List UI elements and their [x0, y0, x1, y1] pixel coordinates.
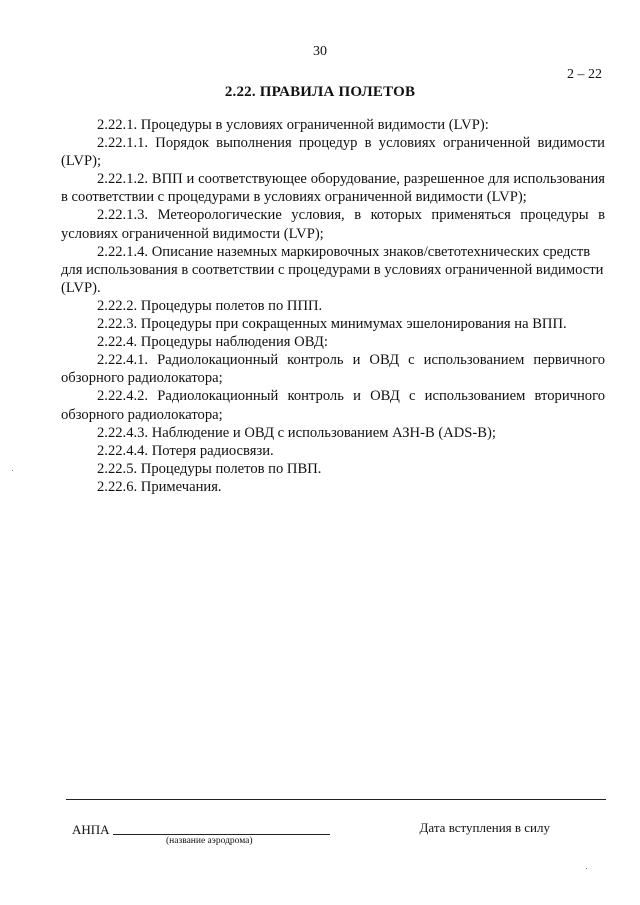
scan-speck: [12, 470, 13, 471]
footer-label: АНПА: [72, 822, 110, 837]
aerodrome-name-caption: (название аэродрома): [166, 836, 253, 846]
list-item: 2.22.1.2. ВПП и соответствующее оборудование, разрешенное для использования в соответствии с процедурами в условиях ограниченной видимости (LVP);: [61, 171, 605, 206]
list-item: 2.22.1.4. Описание наземных маркировочных знаков/светотехнических средств для использования в соответствии с процедурами в условиях ограниченной видимости (LVP).: [61, 243, 604, 296]
content-list: [61, 116, 605, 496]
list-item: 2.22.4.4. Потеря радиосвязи.: [97, 442, 274, 459]
scan-speck: [586, 868, 587, 869]
section-title: 2.22. ПРАВИЛА ПОЛЕТОВ: [224, 84, 416, 100]
list-item: 2.22.1.3. Метеорологические условия, в которых применяться процедуры в условиях ограниченной видимости (LVP);: [61, 207, 605, 242]
list-item: 2.22.1.1. Порядок выполнения процедур в условиях ограниченной видимости (LVP);: [61, 135, 605, 170]
list-item: 2.22.6. Примечания.: [97, 478, 222, 495]
list-item: 2.22.2. Процедуры полетов по ППП.: [97, 297, 323, 314]
section-code: 2 – 22: [567, 67, 602, 82]
aerodrome-name-line: [113, 834, 330, 835]
list-item: 2.22.4.2. Радиолокационный контроль и ОВД с использованием вторичного обзорного радиолокатора;: [61, 388, 605, 423]
list-item: 2.22.4.3. Наблюдение и ОВД с использованием АЗН-В (ADS-B);: [97, 424, 496, 441]
list-item: 2.22.1. Процедуры в условиях ограниченной видимости (LVP):: [97, 117, 489, 133]
effective-date-label: Дата вступления в силу: [419, 820, 550, 835]
list-item: 2.22.4.1. Радиолокационный контроль и ОВД с использованием первичного обзорного радиолокатора;: [61, 352, 605, 387]
page-number: 30: [313, 44, 327, 59]
list-item: 2.22.5. Процедуры полетов по ПВП.: [97, 460, 322, 477]
list-item: 2.22.3. Процедуры при сокращенных минимумах эшелонирования на ВПП.: [97, 316, 567, 333]
footer-divider: [66, 799, 606, 800]
list-item: 2.22.4. Процедуры наблюдения ОВД:: [97, 334, 328, 351]
